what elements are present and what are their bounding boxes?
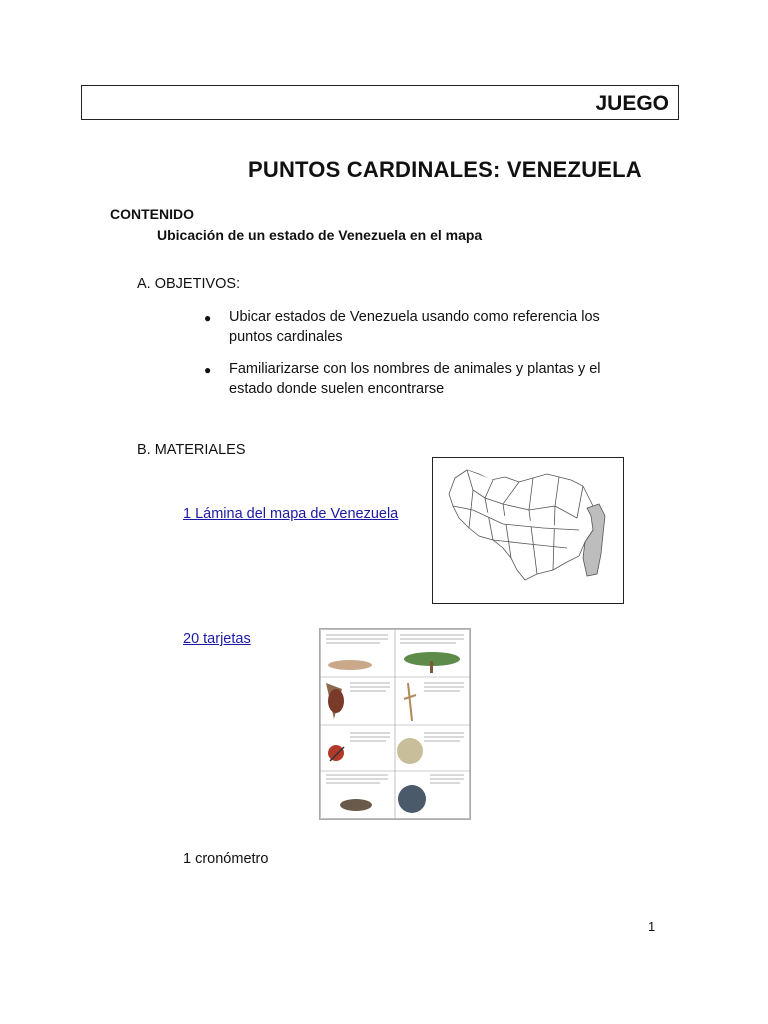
- timer-item: 1 cronómetro: [183, 851, 269, 867]
- page-number: 1: [648, 919, 656, 934]
- objetivo-item-line: estado donde suelen encontrarse: [229, 381, 445, 397]
- header-box: [81, 85, 679, 120]
- objetivo-item: [229, 307, 649, 347]
- contenido-subtitle: Ubicación de un estado de Venezuela en el mapa: [157, 227, 483, 243]
- venezuela-map-outline: [433, 458, 623, 603]
- venezuela-map-image: [432, 457, 624, 604]
- cards-grid: [320, 629, 470, 819]
- header-title: JUEGO: [595, 92, 669, 115]
- bullet-icon: ●: [204, 363, 212, 377]
- objetivo-item-line: Ubicar estados de Venezuela usando como referencia los: [229, 309, 600, 325]
- objetivo-item: [229, 359, 649, 399]
- map-sheet-link[interactable]: 1 Lámina del mapa de Venezuela: [183, 506, 399, 522]
- objetivos-heading: A. OBJETIVOS:: [137, 276, 241, 292]
- objetivo-item-line: Familiarizarse con los nombres de animales y plantas y el: [229, 361, 601, 377]
- objetivo-item-line: puntos cardinales: [229, 329, 343, 345]
- materiales-heading: B. MATERIALES: [137, 442, 246, 458]
- cards-link[interactable]: 20 tarjetas: [183, 631, 251, 647]
- cards-image: [319, 628, 471, 820]
- bullet-icon: ●: [204, 311, 212, 325]
- document-title: PUNTOS CARDINALES: VENEZUELA: [248, 157, 642, 182]
- contenido-label: CONTENIDO: [110, 206, 194, 222]
